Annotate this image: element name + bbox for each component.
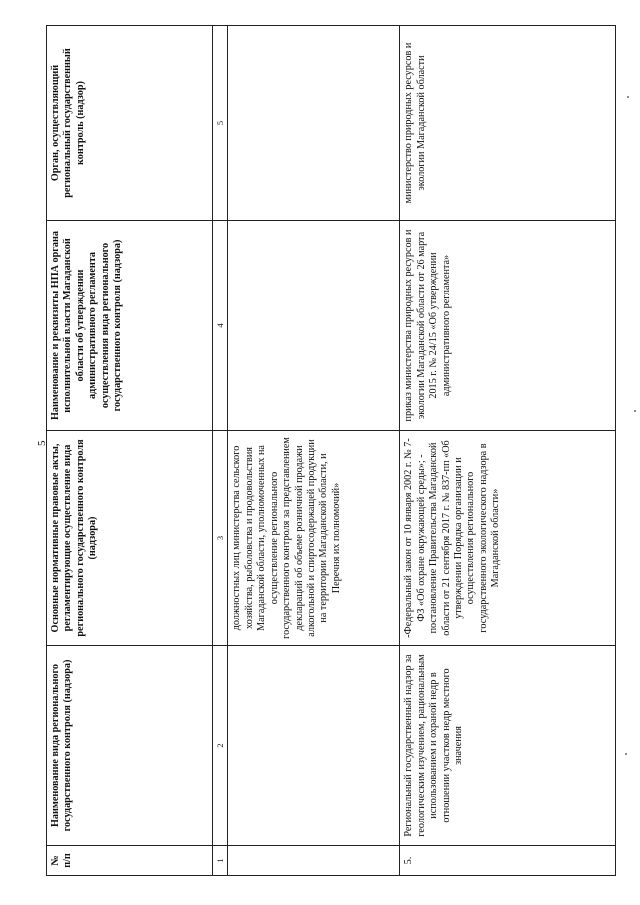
- cell-kind: Региональный государственный надзор за геологическим изучением, рациональным использованием и охраной недр в отношении участков недр местного значения: [400, 646, 616, 846]
- header-kind: Наименование вида регионального государственного контроля (надзора): [47, 646, 213, 846]
- cell-kind: [228, 646, 400, 846]
- scan-speck: [634, 410, 636, 412]
- scan-speck: [625, 753, 627, 755]
- cell-acts: должностных лиц министерства сельского хозяйства, рыболовства и продовольствия Магаданской области, уполномоченных на осуществление регионального государственного контроля за представлением деклараций об объеме розничной продажи алкогольной и спиртосодержащей продукции на территории Магаданской области, и Перечня их полномочий»: [228, 431, 400, 646]
- scan-speck: [627, 96, 629, 98]
- column-number-2: 2: [212, 646, 228, 846]
- cell-num: 5.: [400, 846, 616, 876]
- column-number-3: 3: [212, 431, 228, 646]
- table-row-5: [400, 26, 616, 876]
- header-npa: Наименование и реквизиты НПА органа исполнительной власти Магаданской области об утверждении административного регламента осуществления вида регионального государственного контроля (надзора): [47, 221, 213, 431]
- table-header-row: [47, 26, 213, 876]
- table-rotated-container: [46, 26, 616, 876]
- cell-npa: [228, 221, 400, 431]
- regulatory-table: [46, 25, 616, 876]
- column-number-5: 5: [212, 26, 228, 221]
- header-acts: Основные нормативные правовые акты, регламентирующие осуществление вида регионального государственного контроля (надзора): [47, 431, 213, 646]
- cell-organ: [228, 26, 400, 221]
- header-num: № п/п: [47, 846, 213, 876]
- cell-organ: министерство природных ресурсов и экологии Магаданской области: [400, 26, 616, 221]
- cell-num: [228, 846, 400, 876]
- page-number: 5: [36, 440, 48, 446]
- column-number-4: 4: [212, 221, 228, 431]
- cell-acts: -Федеральный закон от 10 января 2002 г. № 7-ФЗ «Об охране окружающей среды»; - постановление Правительства Магаданской области от 21 сентября 2017 г. № 837-пп «Об утверждении Порядка организации и осуществления регионального государственного экологического надзора в Магаданской области»: [400, 431, 616, 646]
- column-number-row: [212, 26, 228, 876]
- cell-npa: приказ министерства природных ресурсов и экологии Магаданской области от 26 марта 2015 г. № 24/15 «Об утверждении административного регламента»: [400, 221, 616, 431]
- table-row-continuation: [228, 26, 400, 876]
- column-number-1: 1: [212, 846, 228, 876]
- header-organ: Орган, осуществляющий региональный государственный контроль (надзор): [47, 26, 213, 221]
